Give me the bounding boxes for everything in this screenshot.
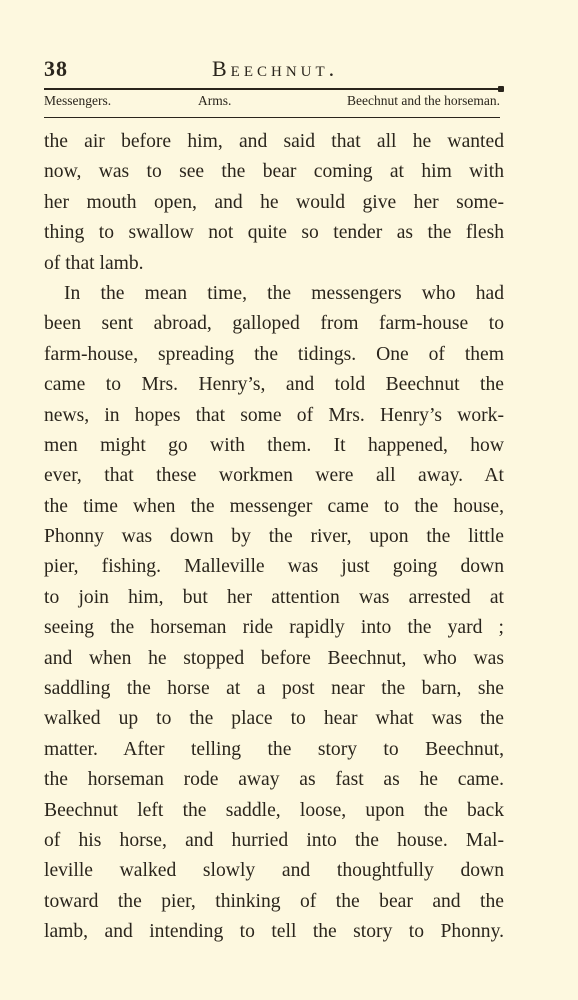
header-rule [44, 88, 500, 90]
text-line: her mouth open, and he would give her some- [44, 191, 504, 213]
text-line: to join him, but her attention was arrested at [44, 586, 504, 608]
page-header [44, 52, 504, 84]
text-line: Beechnut left the saddle, loose, upon the back [44, 799, 504, 821]
text-line: of his horse, and hurried into the house. Mal- [44, 829, 504, 851]
text-line: lamb, and intending to tell the story to Phonny. [44, 921, 504, 943]
running-title: Beechnut. [212, 56, 339, 81]
text-line: and when he stopped before Beechnut, who was [44, 647, 504, 669]
text-line: the time when the messenger came to the house, [44, 495, 504, 517]
text-line: walked up to the place to hear what was the [44, 708, 504, 730]
text-line: been sent abroad, galloped from farm-house to [44, 313, 504, 335]
text-line: saddling the horse at a post near the barn, she [44, 678, 504, 700]
topic-heading-right: Beechnut and the horseman. [347, 93, 500, 108]
text-line: news, in hopes that some of Mrs. Henry’s work- [44, 404, 504, 426]
text-line: farm-house, spreading the tidings. One of them [44, 343, 504, 365]
text-line: pier, fishing. Malleville was just going down [44, 556, 504, 578]
page-number: 38 [44, 56, 68, 81]
text-line: thing to swallow not quite so tender as the flesh [44, 222, 504, 244]
body-text [44, 127, 504, 948]
topic-rule [44, 117, 500, 118]
text-line: the air before him, and said that all he wanted [44, 131, 504, 152]
text-line: leville walked slowly and thoughtfully down [44, 860, 504, 882]
text-line: seeing the horseman ride rapidly into the yard ; [44, 617, 504, 639]
text-line: matter. After telling the story to Beechnut, [44, 738, 504, 760]
text-line: men might go with them. It happened, how [44, 434, 504, 456]
topic-heading-center: Arms. [198, 93, 232, 108]
text-line: now, was to see the bear coming at him with [44, 161, 504, 183]
text-line: of that lamb. [44, 252, 144, 274]
text-line: In the mean time, the messengers who had [64, 282, 504, 304]
topic-headings [44, 93, 500, 115]
text-line: ever, that these workmen were all away. At [44, 465, 504, 487]
text-line: toward the pier, thinking of the bear and the [44, 890, 504, 912]
text-line: Phonny was down by the river, upon the little [44, 526, 504, 548]
text-line: the horseman rode away as fast as he came. [44, 769, 504, 791]
text-line: came to Mrs. Henry’s, and told Beechnut the [44, 374, 504, 396]
topic-heading-left: Messengers. [44, 93, 112, 108]
